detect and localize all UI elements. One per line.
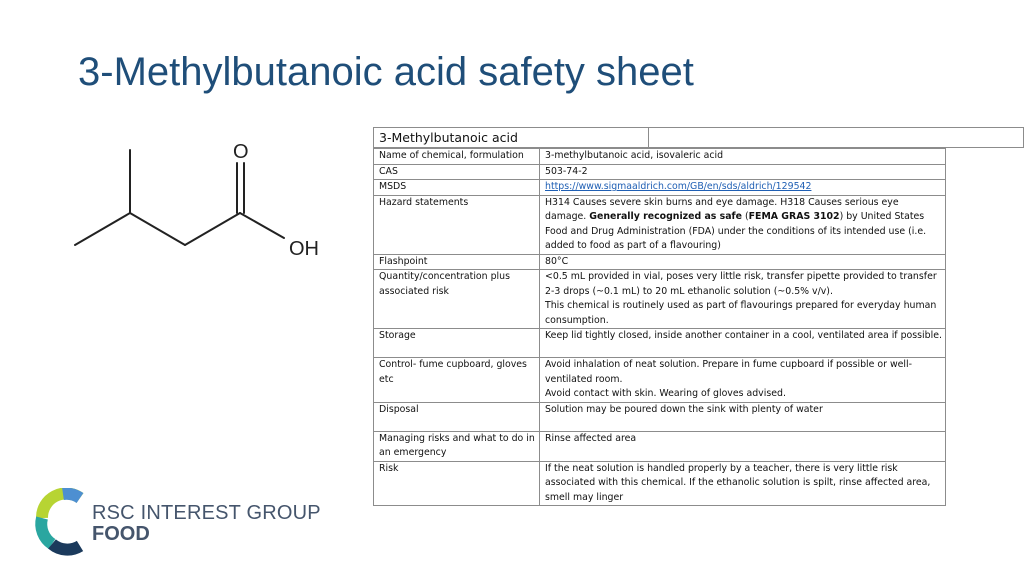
- row-label: Storage: [374, 329, 540, 358]
- row-label: Hazard statements: [374, 195, 540, 254]
- control-text-2: Avoid contact with skin. Wearing of gloves advised.: [545, 388, 786, 399]
- bond-methyl-left: [75, 213, 130, 245]
- safety-sheet: [373, 127, 1024, 506]
- row-label: Name of chemical, formulation: [374, 149, 540, 165]
- bond-ch-ch2: [130, 213, 185, 245]
- row-value: If the neat solution is handled properly by a teacher, there is very little risk associated with this chemical. If the ethanolic solution is spilt, rinse affected area, smell may linger: [540, 461, 946, 506]
- hazard-text-paren: (: [742, 211, 749, 222]
- table-row: [374, 461, 946, 506]
- control-cell: [540, 358, 946, 403]
- atom-hydroxyl-label: OH: [289, 238, 319, 260]
- control-text-1: Avoid inhalation of neat solution. Prepare in fume cupboard if possible or well-ventilated room.: [545, 359, 913, 385]
- logo-arc-navy: [52, 544, 80, 550]
- table-row: [374, 195, 946, 254]
- slide-title: 3-Methylbutanoic acid safety sheet: [78, 50, 694, 94]
- logo-text-group: RSC INTEREST GROUP: [92, 502, 321, 524]
- row-label: CAS: [374, 164, 540, 180]
- atom-oxygen-label: O: [233, 141, 249, 163]
- row-label: Disposal: [374, 402, 540, 431]
- row-value: Rinse affected area: [540, 431, 946, 461]
- sheet-header-row: [373, 127, 1024, 148]
- row-label: Risk: [374, 461, 540, 506]
- quantity-text-1: <0.5 mL provided in vial, poses very little risk, transfer pipette provided to transfer 2-3 drops (~0.1 mL) to 20 mL ethanolic solution (~0.5% v/v).: [545, 271, 937, 297]
- row-value: 80°C: [540, 254, 946, 270]
- table-row: [374, 254, 946, 270]
- row-value: 3-methylbutanoic acid, isovaleric acid: [540, 149, 946, 165]
- gras-label: Generally recognized as safe: [589, 211, 742, 222]
- sheet-header-title: 3-Methylbutanoic acid: [373, 127, 649, 148]
- logo-arc-teal: [41, 518, 52, 544]
- table-row: [374, 358, 946, 403]
- row-label: Control- fume cupboard, gloves etc: [374, 358, 540, 403]
- bond-c-oh: [240, 213, 284, 238]
- safety-table: [373, 148, 946, 506]
- quantity-cell: [540, 270, 946, 329]
- row-value: Solution may be poured down the sink with plenty of water: [540, 402, 946, 431]
- table-row: [374, 164, 946, 180]
- table-row: [374, 431, 946, 461]
- row-value: Keep lid tightly closed, inside another container in a cool, ventilated area if possible.: [540, 329, 946, 358]
- sheet-header-empty-cell: [649, 127, 1024, 148]
- table-row: [374, 402, 946, 431]
- msds-link[interactable]: https://www.sigmaaldrich.com/GB/en/sds/aldrich/129542: [545, 181, 812, 192]
- bond-ch2-c: [185, 213, 240, 245]
- table-row: [374, 180, 946, 196]
- row-label: Quantity/concentration plus associated risk: [374, 270, 540, 329]
- msds-cell: [540, 180, 946, 196]
- hazard-statements-cell: [540, 195, 946, 254]
- logo-text-food: FOOD: [92, 523, 150, 545]
- hazard-h-codes: H314 Causes severe skin burns and eye damage. H318 Causes serious eye damage.: [545, 196, 899, 222]
- fema-code: FEMA GRAS 3102: [748, 211, 840, 222]
- table-row: [374, 270, 946, 329]
- hazard-fda-text: ) by United States Food and Drug Administration (FDA) under the conditions of its intended use (i.e. added to food as part of a flavouring): [545, 211, 927, 251]
- quantity-text-2: This chemical is routinely used as part of flavourings prepared for everyday human consumption.: [545, 300, 937, 326]
- row-label: Flashpoint: [374, 254, 540, 270]
- table-row: [374, 149, 946, 165]
- table-row: [374, 329, 946, 358]
- row-label: MSDS: [374, 180, 540, 196]
- row-value: 503-74-2: [540, 164, 946, 180]
- skeletal-formula-diagram: [60, 135, 340, 270]
- row-label: Managing risks and what to do in an emergency: [374, 431, 540, 461]
- logo-arc-blue: [63, 494, 80, 498]
